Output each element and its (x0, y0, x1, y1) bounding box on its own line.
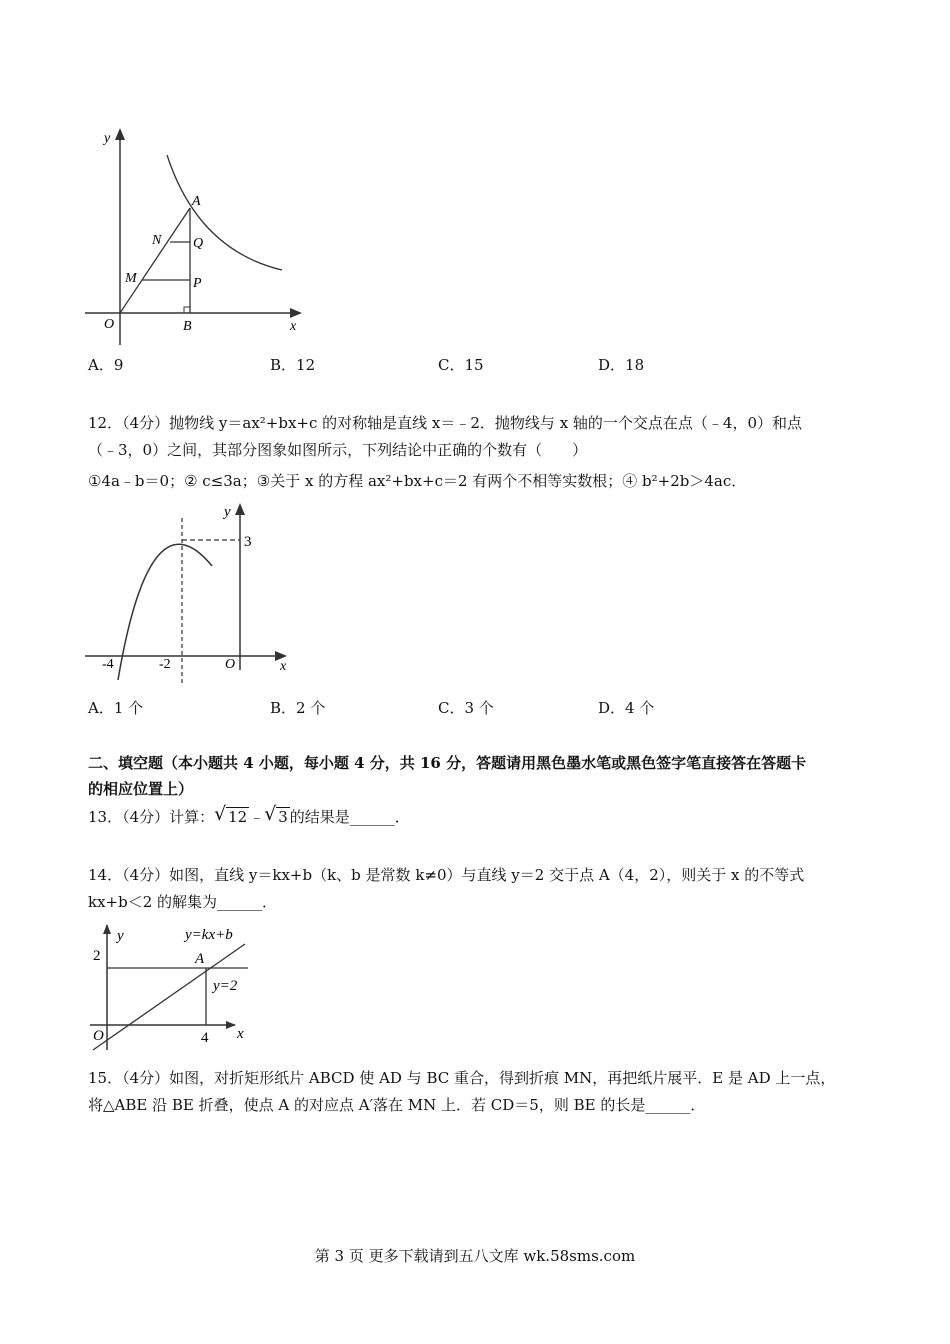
q14-label-A: A (195, 951, 205, 967)
q13-line (88, 806, 410, 828)
q11-label-M: M (125, 271, 137, 286)
q14-line-ykxb (93, 944, 245, 1050)
q14-label-y: y (117, 928, 124, 944)
q12-label-y: y (224, 504, 231, 520)
q11-figure (80, 120, 310, 350)
q12-line-2: （﹣3，0）之间，其部分图象如图所示，下列结论中正确的个数有（ ） (88, 441, 588, 459)
q13-sqrt-12: √ 12 (214, 806, 249, 828)
q12-label-neg2: -2 (159, 657, 171, 672)
q11-hyperbola (167, 155, 282, 270)
q14-line-2: kx+b＜2 的解集为______． (88, 893, 278, 911)
q12-figure (80, 500, 300, 690)
section2-heading-line-1: 二、填空题（本小题共 4 小题，每小题 4 分，共 16 分，答题请用黑色墨水笔或黑色签字笔直接答在答题卡 (88, 754, 807, 772)
q11-option-a: A．9 (88, 356, 124, 374)
q14-label-x: x (237, 1026, 244, 1042)
q15-line-2: 将△ABE 沿 BE 折叠，使点 A 的对应点 A′落在 MN 上．若 CD＝5，则 BE 的长是______． (88, 1096, 706, 1114)
q12-line-1: 12．（4分）抛物线 y＝ax²+bx+c 的对称轴是直线 x＝﹣2．抛物线与 x 轴的一个交点在点（﹣4，0）和点 (88, 414, 803, 432)
page-footer: 第 3 页 更多下载请到五八文库 wk.58sms.com (314, 1247, 636, 1265)
q11-line-OA (120, 208, 190, 313)
q12-option-b: B．2 个 (270, 699, 326, 717)
q11-label-Q: Q (193, 236, 204, 251)
q11-option-d: D．18 (598, 356, 645, 374)
q11-option-c: C．15 (438, 356, 484, 374)
q11-right-angle (184, 307, 190, 313)
q13-prefix: 13．（4分）计算： (88, 808, 215, 826)
q14-label-y2: y=2 (213, 978, 238, 994)
section2-heading-line-2: 的相应位置上） (88, 780, 194, 798)
q14-label-O: O (93, 1028, 104, 1044)
q14-line-1: 14．（4分）如图，直线 y＝kx+b（k、b 是常数 k≠0）与直线 y＝2 交于点 A（4，2），则关于 x 的不等式 (88, 866, 805, 884)
q11-label-O: O (104, 317, 115, 332)
q11-option-b: B．12 (270, 356, 316, 374)
q13-minus: ﹣ (249, 808, 265, 826)
q11-label-P: P (193, 276, 202, 291)
q12-option-c: C．3 个 (438, 699, 494, 717)
q12-label-3: 3 (244, 534, 252, 550)
q11-label-A: A (192, 194, 201, 209)
q12-label-x: x (280, 659, 287, 674)
q14-figure (85, 920, 260, 1060)
q12-line-3: ①4a﹣b＝0；② c≤3a；③关于 x 的方程 ax²+bx+c＝2 有两个不相等实数根；④ b²+2b＞4ac． (88, 472, 747, 490)
q13-sqrt-3: √ 3 (264, 806, 290, 828)
q11-label-y: y (104, 131, 111, 146)
q12-label-neg4: -4 (102, 657, 114, 672)
q14-label-2: 2 (93, 948, 101, 964)
q12-label-O: O (225, 657, 236, 672)
q14-label-eq: y=kx+b (185, 927, 233, 943)
q13-suffix: 的结果是______． (289, 808, 410, 826)
q11-label-N: N (152, 233, 162, 248)
q12-option-d: D．4 个 (598, 699, 655, 717)
q11-label-x: x (290, 319, 297, 334)
q15-line-1: 15．（4分）如图，对折矩形纸片 ABCD 使 AD 与 BC 重合，得到折痕 MN，再把纸片展平．E 是 AD 上一点， (88, 1069, 836, 1087)
q11-label-B: B (183, 319, 192, 334)
q14-label-4: 4 (201, 1030, 209, 1046)
q12-option-a: A．1 个 (88, 699, 144, 717)
